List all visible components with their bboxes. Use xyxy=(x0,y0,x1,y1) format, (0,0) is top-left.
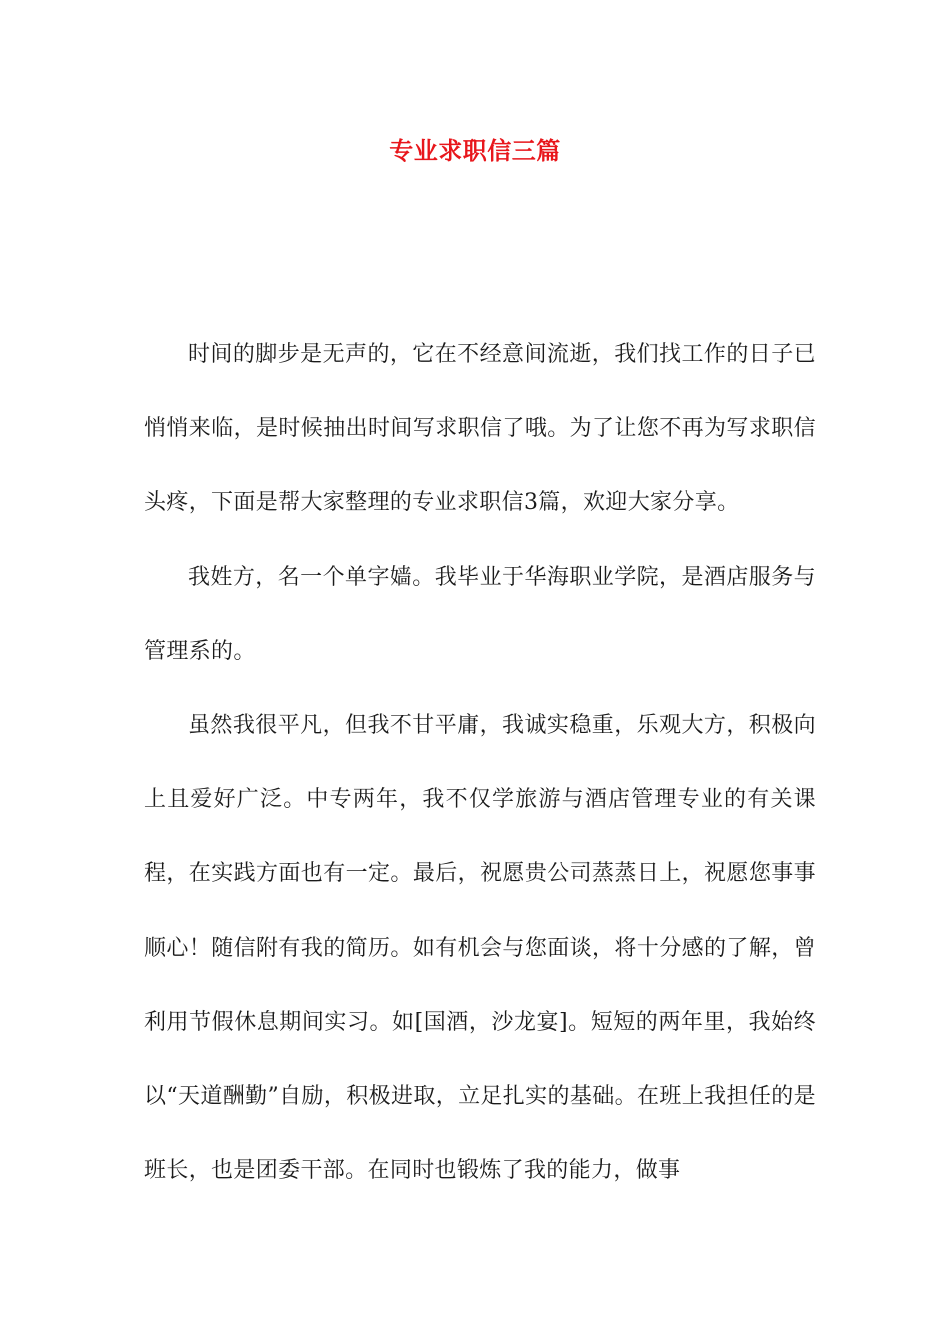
document-body xyxy=(144,318,816,1208)
document-title: 专业求职信三篇 xyxy=(389,136,561,165)
paragraph-intro: 时间的脚步是无声的，它在不经意间流逝，我们找工作的日子已悄悄来临，是时候抽出时间写求职信了哦。为了让您不再为写求职信头疼，下面是帮大家整理的专业求职信3篇，欢迎大家分享。 xyxy=(144,342,816,516)
paragraph-self-introduction: 我姓方，名一个单字嫱。我毕业于华海职业学院，是酒店服务与管理系的。 xyxy=(144,564,816,664)
paragraph-qualifications: 虽然我很平凡，但我不甘平庸，我诚实稳重，乐观大方，积极向上且爱好广泛。中专两年，我不仅学旅游与酒店管理专业的有关课程，在实践方面也有一定。最后，祝愿贵公司蒸蒸日上，祝愿您事事顺心！随信附有我的简历。如有机会与您面谈，将十分感的了解，曾利用节假休息期间实习。如[国酒，沙龙宴]。短短的两年里，我始终以“天道酬勤”自励，积极进取，立足扎实的基础。在班上我担任的是班长，也是团委干部。在同时也锻炼了我的能力，做事 xyxy=(144,713,816,1184)
